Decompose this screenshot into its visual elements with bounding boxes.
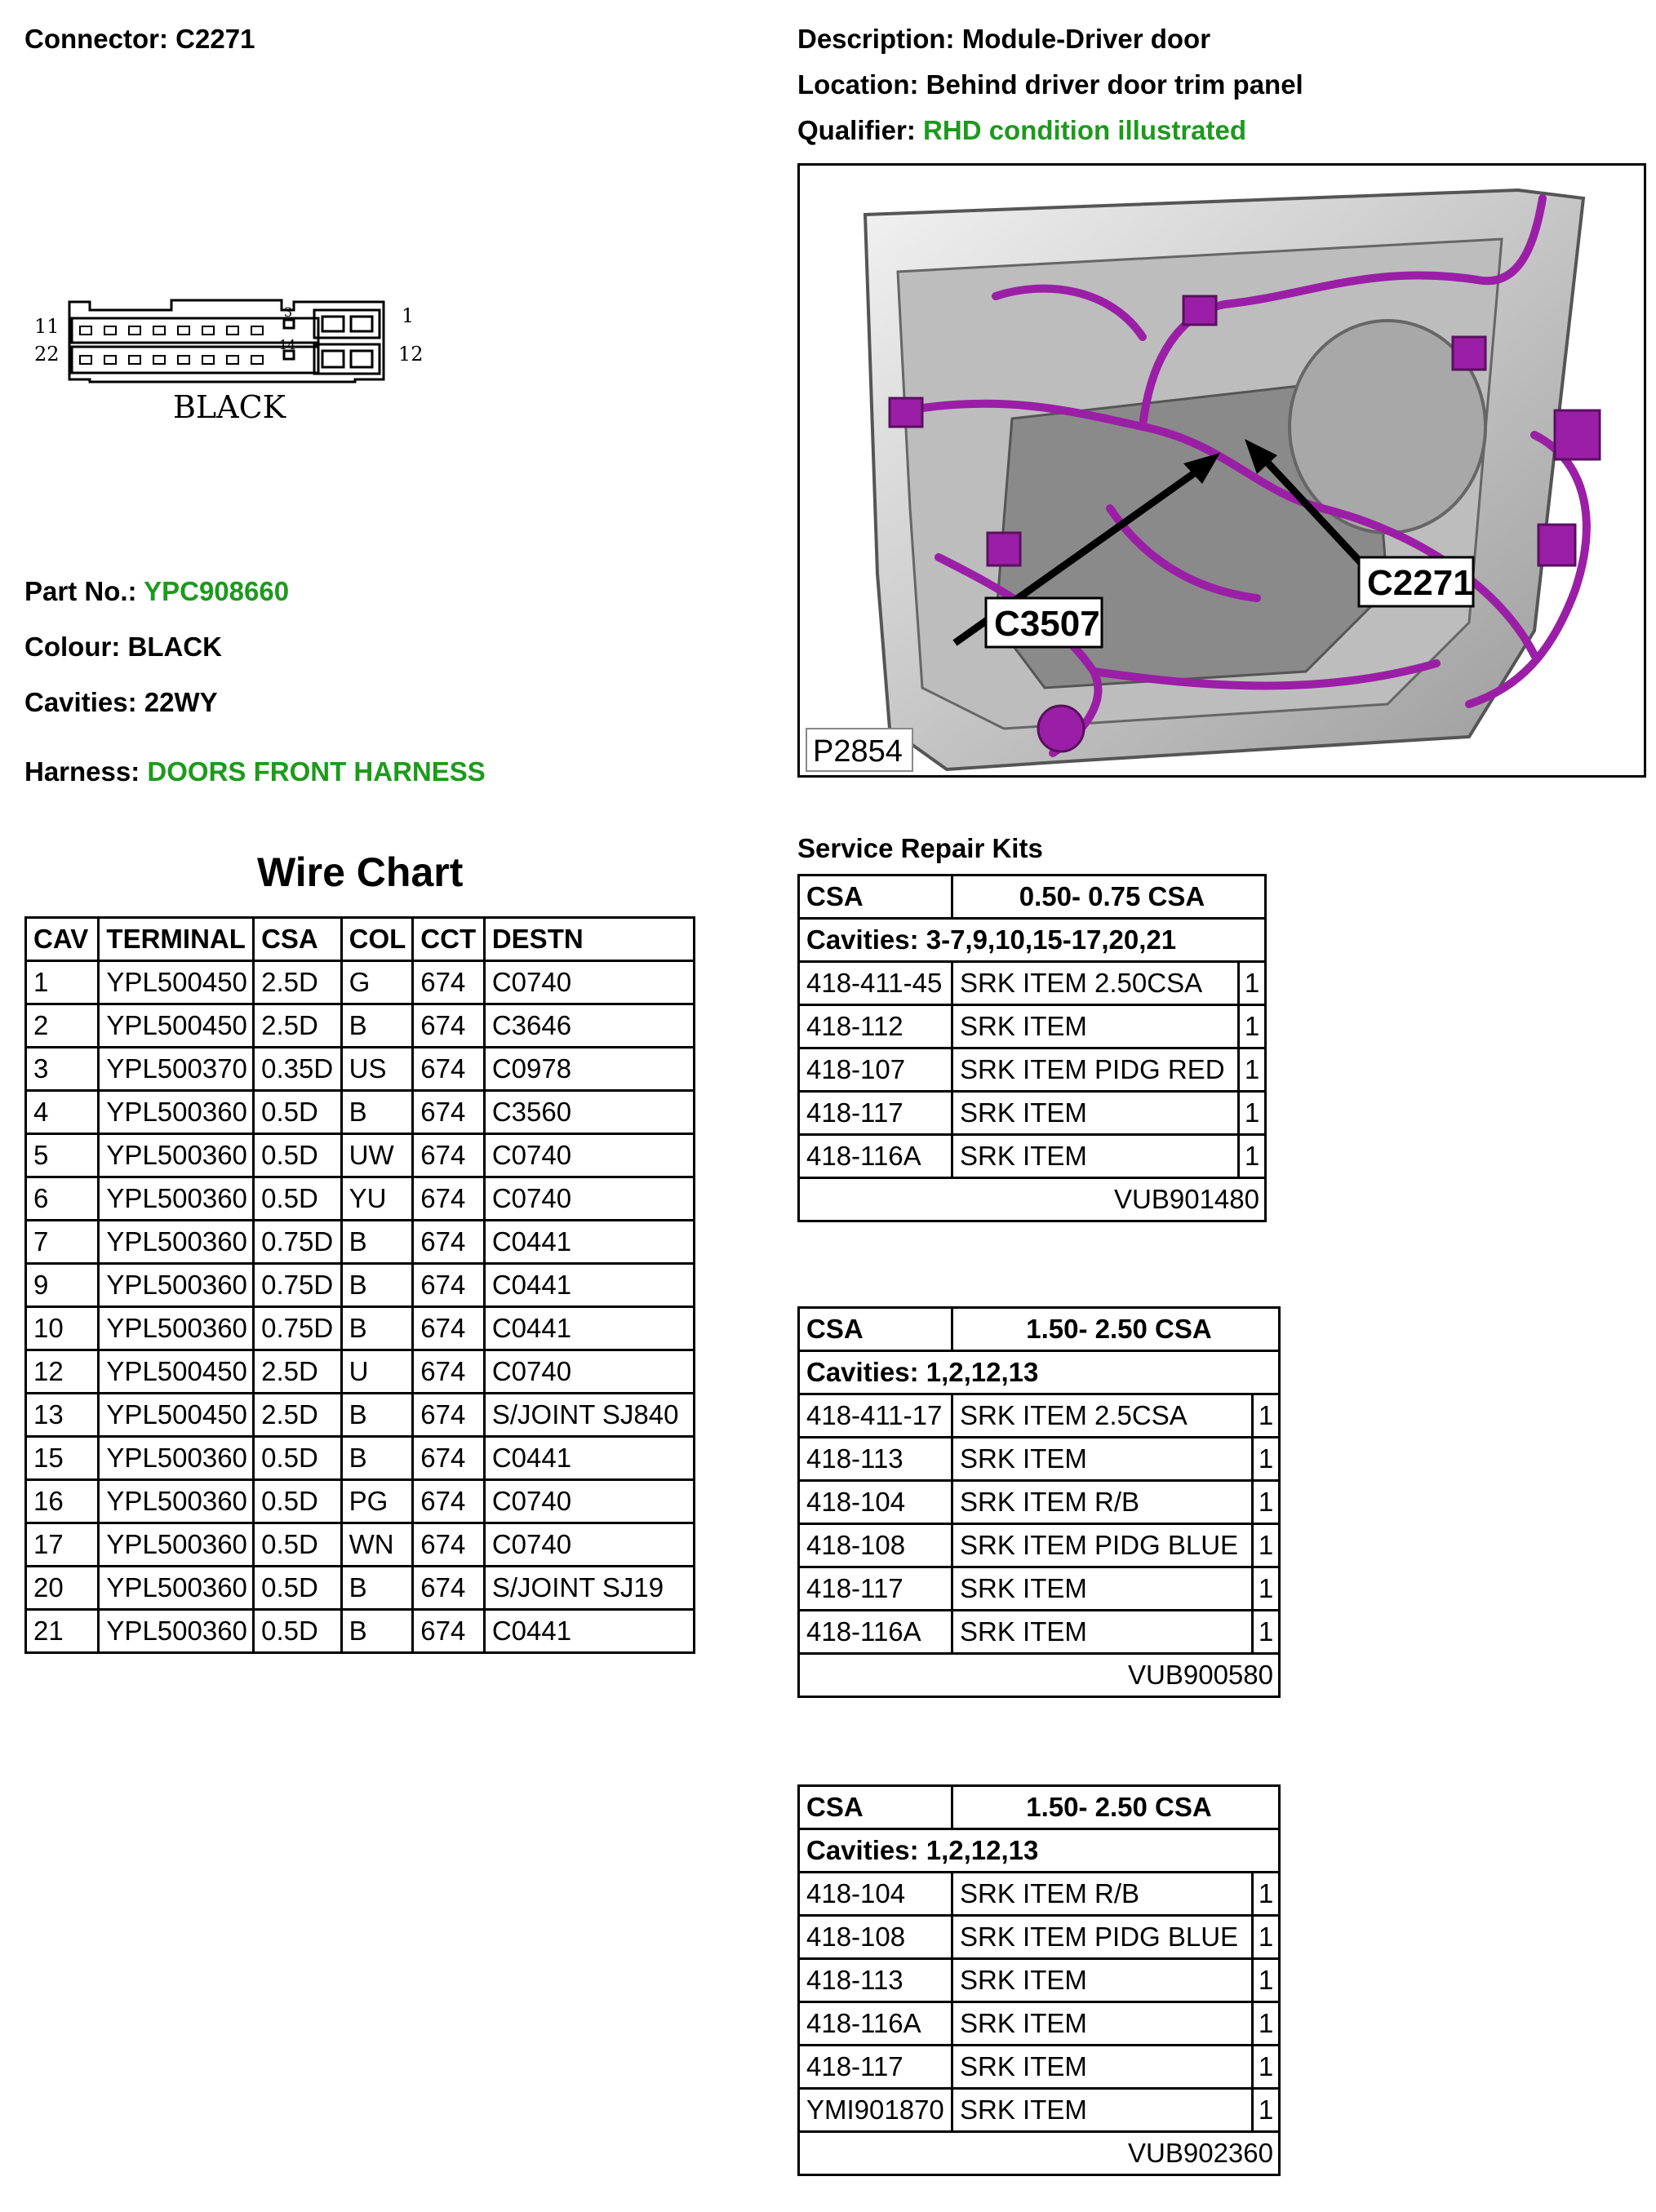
srk-kit-row [799, 1178, 1266, 1221]
srk-kit-row [799, 2132, 1280, 2175]
wire-cell-cav: 15 [26, 1437, 99, 1480]
table-row [799, 1916, 1280, 1959]
location-value: Behind driver door trim panel [926, 69, 1303, 100]
srk-item-qty: 1 [1253, 2002, 1280, 2046]
wire-cell-terminal: YPL500360 [99, 1567, 254, 1610]
wire-cell-cct: 674 [413, 1394, 485, 1437]
wire-cell-cav: 6 [26, 1177, 99, 1221]
location-line: Location: Behind driver door trim panel [797, 69, 1303, 100]
srk-table-3 [797, 1784, 1281, 2176]
srk-table-2 [797, 1306, 1281, 1698]
table-row [26, 1394, 695, 1437]
wire-cell-destn: S/JOINT SJ840 [484, 1394, 694, 1437]
srk-item-desc: SRK ITEM 2.50CSA [952, 962, 1239, 1005]
wire-cell-csa: 0.5D [254, 1567, 342, 1610]
wire-cell-col: B [341, 1091, 413, 1134]
srk-item-qty: 1 [1253, 1394, 1280, 1438]
srk-cavities: Cavities: 3-7,9,10,15-17,20,21 [799, 919, 1266, 962]
wire-cell-destn: C0441 [484, 1264, 694, 1307]
wire-cell-cav: 3 [26, 1048, 99, 1091]
wire-cell-col: B [341, 1264, 413, 1307]
table-row [26, 1567, 695, 1610]
cavities-line: Cavities: 22WY [24, 687, 218, 717]
pin-label-1: 1 [402, 304, 415, 327]
cavities-value: 22WY [144, 687, 218, 717]
wire-cell-cav: 1 [26, 961, 99, 1004]
table-row [26, 1480, 695, 1523]
srk-csa-label: CSA [799, 1308, 952, 1351]
connector-id: C2271 [175, 24, 255, 54]
srk-part-no: 418-108 [799, 1916, 952, 1959]
table-row [799, 2046, 1280, 2089]
srk-kit-row [799, 1654, 1280, 1697]
wire-cell-terminal: YPL500450 [99, 1004, 254, 1048]
wire-cell-cav: 9 [26, 1264, 99, 1307]
wire-cell-destn: C0740 [484, 1523, 694, 1567]
wire-cell-cav: 5 [26, 1134, 99, 1177]
wire-cell-cct: 674 [413, 1610, 485, 1653]
wire-cell-cct: 674 [413, 1264, 485, 1307]
wire-cell-terminal: YPL500450 [99, 1394, 254, 1437]
srk-header-row [799, 875, 1266, 919]
srk-item-qty: 1 [1253, 1611, 1280, 1654]
wire-cell-cct: 674 [413, 1091, 485, 1134]
wire-cell-destn: C3646 [484, 1004, 694, 1048]
srk-table-1 [797, 874, 1267, 1222]
qualifier-line: Qualifier: RHD condition illustrated [797, 115, 1247, 145]
srk-part-no: 418-104 [799, 1481, 952, 1524]
srk-csa-range: 0.50- 0.75 CSA [952, 875, 1266, 919]
srk-item-desc: SRK ITEM [952, 1438, 1253, 1481]
srk-item-qty: 1 [1253, 1567, 1280, 1611]
srk-part-no: 418-117 [799, 1567, 952, 1611]
wire-cell-csa: 0.75D [254, 1264, 342, 1307]
table-row [799, 1567, 1280, 1611]
callout-c3507: C3507 [994, 604, 1100, 644]
connector-colour-label: BLACK [173, 389, 286, 425]
wire-cell-terminal: YPL500360 [99, 1523, 254, 1567]
srk-part-no: 418-107 [799, 1048, 952, 1092]
wire-cell-cct: 674 [413, 1480, 485, 1523]
pin-label-22: 22 [34, 343, 60, 366]
table-row [26, 1523, 695, 1567]
wire-cell-destn: C0740 [484, 1177, 694, 1221]
srk-cavities-row [799, 919, 1266, 962]
table-row [26, 1610, 695, 1653]
table-row [26, 1437, 695, 1480]
wire-cell-terminal: YPL500360 [99, 1091, 254, 1134]
table-row [799, 1959, 1280, 2002]
table-row [26, 1091, 695, 1134]
wire-cell-terminal: YPL500360 [99, 1437, 254, 1480]
srk-part-no: 418-411-45 [799, 962, 952, 1005]
wire-cell-cct: 674 [413, 1177, 485, 1221]
wire-cell-destn: C0740 [484, 961, 694, 1004]
service-repair-kits-title: Service Repair Kits [797, 833, 1043, 863]
srk-part-no: 418-116A [799, 2002, 952, 2046]
srk-part-no: 418-112 [799, 1005, 952, 1048]
srk-item-desc: SRK ITEM [952, 1092, 1239, 1135]
wire-cell-csa: 0.35D [254, 1048, 342, 1091]
table-row [26, 1221, 695, 1264]
table-row [799, 1481, 1280, 1524]
srk-item-qty: 1 [1253, 2046, 1280, 2089]
srk-item-desc: SRK ITEM R/B [952, 1481, 1253, 1524]
wire-cell-cav: 17 [26, 1523, 99, 1567]
srk-item-desc: SRK ITEM [952, 1959, 1253, 2002]
wire-cell-cav: 20 [26, 1567, 99, 1610]
wire-cell-terminal: YPL500360 [99, 1221, 254, 1264]
wire-cell-csa: 0.5D [254, 1091, 342, 1134]
srk-part-no: 418-116A [799, 1611, 952, 1654]
wire-cell-destn: C0740 [484, 1134, 694, 1177]
wire-cell-destn: C0441 [484, 1610, 694, 1653]
wire-cell-destn: C0740 [484, 1350, 694, 1394]
wire-cell-col: B [341, 1307, 413, 1350]
wire-cell-csa: 0.5D [254, 1437, 342, 1480]
srk-csa-range: 1.50- 2.50 CSA [952, 1308, 1280, 1351]
table-row [799, 1873, 1280, 1916]
wire-cell-cct: 674 [413, 1134, 485, 1177]
wire-cell-csa: 0.5D [254, 1177, 342, 1221]
wire-cell-cav: 13 [26, 1394, 99, 1437]
wire-cell-cav: 10 [26, 1307, 99, 1350]
wire-cell-cct: 674 [413, 1350, 485, 1394]
srk-item-qty: 1 [1239, 1135, 1266, 1178]
description-line: Description: Module-Driver door [797, 24, 1211, 54]
table-row [799, 1524, 1280, 1567]
srk-item-qty: 1 [1253, 1481, 1280, 1524]
srk-item-qty: 1 [1253, 2089, 1280, 2132]
srk-csa-label: CSA [799, 1786, 952, 1829]
wire-cell-cct: 674 [413, 1004, 485, 1048]
wire-cell-col: B [341, 1394, 413, 1437]
wire-cell-destn: C0740 [484, 1480, 694, 1523]
wire-cell-destn: C0978 [484, 1048, 694, 1091]
colour-value: BLACK [127, 632, 222, 662]
wire-cell-destn: C0441 [484, 1437, 694, 1480]
wire-cell-terminal: YPL500360 [99, 1134, 254, 1177]
pin-label-12: 12 [398, 343, 424, 366]
srk-cavities: Cavities: 1,2,12,13 [799, 1351, 1280, 1394]
srk-item-desc: SRK ITEM [952, 1005, 1239, 1048]
srk-item-qty: 1 [1253, 1916, 1280, 1959]
wire-cell-terminal: YPL500360 [99, 1264, 254, 1307]
wire-cell-cav: 16 [26, 1480, 99, 1523]
wire-col-cct: CCT [413, 918, 485, 961]
callout-c2271: C2271 [1367, 563, 1473, 603]
wire-cell-csa: 0.5D [254, 1610, 342, 1653]
srk-item-desc: SRK ITEM [952, 2046, 1253, 2089]
wire-cell-col: B [341, 1567, 413, 1610]
wire-col-cav: CAV [26, 918, 99, 961]
wire-cell-destn: C3560 [484, 1091, 694, 1134]
wire-cell-csa: 2.5D [254, 1350, 342, 1394]
wire-cell-csa: 2.5D [254, 1394, 342, 1437]
harness-line: Harness: DOORS FRONT HARNESS [24, 756, 486, 787]
pin-label-14: 14 [279, 337, 296, 352]
table-row [799, 2089, 1280, 2132]
wire-cell-destn: C0441 [484, 1307, 694, 1350]
srk-item-qty: 1 [1239, 962, 1266, 1005]
srk-item-desc: SRK ITEM [952, 2089, 1253, 2132]
wire-cell-terminal: YPL500360 [99, 1177, 254, 1221]
wire-cell-csa: 0.5D [254, 1523, 342, 1567]
wire-chart-title: Wire Chart [257, 849, 464, 895]
wire-cell-csa: 2.5D [254, 1004, 342, 1048]
wire-cell-col: B [341, 1221, 413, 1264]
srk-part-no: 418-113 [799, 1438, 952, 1481]
wire-cell-cct: 674 [413, 961, 485, 1004]
wire-cell-col: B [341, 1004, 413, 1048]
srk-header-row [799, 1786, 1280, 1829]
part-no-value: YPC908660 [144, 576, 290, 606]
wire-cell-cct: 674 [413, 1567, 485, 1610]
wire-cell-terminal: YPL500450 [99, 961, 254, 1004]
srk-item-qty: 1 [1239, 1092, 1266, 1135]
srk-csa-label: CSA [799, 875, 952, 919]
connector-line: Connector: C2271 [24, 24, 255, 54]
wire-cell-csa: 0.75D [254, 1307, 342, 1350]
srk-kit-number: VUB901480 [799, 1178, 1266, 1221]
table-row [799, 1438, 1280, 1481]
table-row [26, 1004, 695, 1048]
wire-cell-csa: 0.75D [254, 1221, 342, 1264]
srk-part-no: 418-108 [799, 1524, 952, 1567]
colour-line: Colour: BLACK [24, 632, 222, 662]
wire-col-destn: DESTN [484, 918, 694, 961]
wire-cell-col: PG [341, 1480, 413, 1523]
harness-value: DOORS FRONT HARNESS [147, 756, 486, 787]
part-no-line: Part No.: YPC908660 [24, 576, 290, 606]
wire-cell-col: B [341, 1437, 413, 1480]
srk-part-no: YMI901870 [799, 2089, 952, 2132]
wire-cell-cav: 4 [26, 1091, 99, 1134]
wire-cell-col: B [341, 1610, 413, 1653]
srk-part-no: 418-113 [799, 1959, 952, 2002]
wire-cell-col: US [341, 1048, 413, 1091]
wire-col-csa: CSA [254, 918, 342, 961]
srk-item-qty: 1 [1253, 1959, 1280, 2002]
srk-item-qty: 1 [1239, 1048, 1266, 1092]
connector-face-diagram [33, 286, 441, 432]
srk-item-desc: SRK ITEM R/B [952, 1873, 1253, 1916]
table-row [799, 1135, 1266, 1178]
srk-part-no: 418-411-17 [799, 1394, 952, 1438]
table-row [26, 1048, 695, 1091]
table-row [799, 1005, 1266, 1048]
srk-item-desc: SRK ITEM [952, 2002, 1253, 2046]
srk-csa-range: 1.50- 2.50 CSA [952, 1786, 1280, 1829]
wire-cell-col: UW [341, 1134, 413, 1177]
srk-part-no: 418-117 [799, 2046, 952, 2089]
table-row [799, 1394, 1280, 1438]
wire-cell-terminal: YPL500360 [99, 1480, 254, 1523]
srk-item-desc: SRK ITEM PIDG BLUE [952, 1524, 1253, 1567]
wire-cell-destn: S/JOINT SJ19 [484, 1567, 694, 1610]
srk-part-no: 418-117 [799, 1092, 952, 1135]
pin-label-3: 3 [284, 304, 293, 320]
srk-item-desc: SRK ITEM PIDG BLUE [952, 1916, 1253, 1959]
wire-chart-table [24, 916, 695, 1654]
wire-cell-terminal: YPL500370 [99, 1048, 254, 1091]
wire-cell-cct: 674 [413, 1048, 485, 1091]
wire-chart-header [26, 918, 695, 961]
wire-cell-csa: 0.5D [254, 1480, 342, 1523]
wire-cell-terminal: YPL500360 [99, 1610, 254, 1653]
table-row [26, 1350, 695, 1394]
srk-part-no: 418-116A [799, 1135, 952, 1178]
table-row [26, 1264, 695, 1307]
srk-item-desc: SRK ITEM 2.5CSA [952, 1394, 1253, 1438]
srk-item-desc: SRK ITEM [952, 1135, 1239, 1178]
wire-cell-cct: 674 [413, 1437, 485, 1480]
srk-item-qty: 1 [1253, 1873, 1280, 1916]
srk-cavities-row [799, 1829, 1280, 1873]
srk-cavities: Cavities: 1,2,12,13 [799, 1829, 1280, 1873]
wire-cell-cct: 674 [413, 1221, 485, 1264]
door-illustration [797, 163, 1646, 778]
srk-item-desc: SRK ITEM [952, 1611, 1253, 1654]
wire-cell-col: YU [341, 1177, 413, 1221]
srk-header-row [799, 1308, 1280, 1351]
table-row [799, 1048, 1266, 1092]
srk-cavities-row [799, 1351, 1280, 1394]
wire-cell-terminal: YPL500360 [99, 1307, 254, 1350]
wire-cell-cct: 674 [413, 1523, 485, 1567]
qualifier-value: RHD condition illustrated [923, 115, 1247, 145]
table-row [799, 2002, 1280, 2046]
srk-item-desc: SRK ITEM [952, 1567, 1253, 1611]
table-row [26, 1177, 695, 1221]
wire-cell-csa: 0.5D [254, 1134, 342, 1177]
srk-part-no: 418-104 [799, 1873, 952, 1916]
wire-cell-cct: 674 [413, 1307, 485, 1350]
table-row [799, 1611, 1280, 1654]
wire-cell-cav: 12 [26, 1350, 99, 1394]
table-row [26, 961, 695, 1004]
pin-label-11: 11 [34, 315, 60, 338]
wire-cell-csa: 2.5D [254, 961, 342, 1004]
wire-col-terminal: TERMINAL [99, 918, 254, 961]
srk-item-desc: SRK ITEM PIDG RED [952, 1048, 1239, 1092]
description-value: Module-Driver door [961, 24, 1211, 54]
table-row [26, 1307, 695, 1350]
srk-kit-number: VUB902360 [799, 2132, 1280, 2175]
wire-cell-cav: 21 [26, 1610, 99, 1653]
srk-item-qty: 1 [1253, 1524, 1280, 1567]
table-row [26, 1134, 695, 1177]
wire-cell-destn: C0441 [484, 1221, 694, 1264]
wire-cell-cav: 7 [26, 1221, 99, 1264]
wire-cell-col: WN [341, 1523, 413, 1567]
table-row [799, 1092, 1266, 1135]
wire-cell-cav: 2 [26, 1004, 99, 1048]
figure-id: P2854 [813, 734, 903, 769]
door-panel-drawing [800, 166, 1644, 775]
wire-col-col: COL [341, 918, 413, 961]
table-row [799, 962, 1266, 1005]
wire-cell-col: U [341, 1350, 413, 1394]
wire-cell-col: G [341, 961, 413, 1004]
srk-item-qty: 1 [1239, 1005, 1266, 1048]
wire-cell-terminal: YPL500450 [99, 1350, 254, 1394]
srk-item-qty: 1 [1253, 1438, 1280, 1481]
srk-kit-number: VUB900580 [799, 1654, 1280, 1697]
